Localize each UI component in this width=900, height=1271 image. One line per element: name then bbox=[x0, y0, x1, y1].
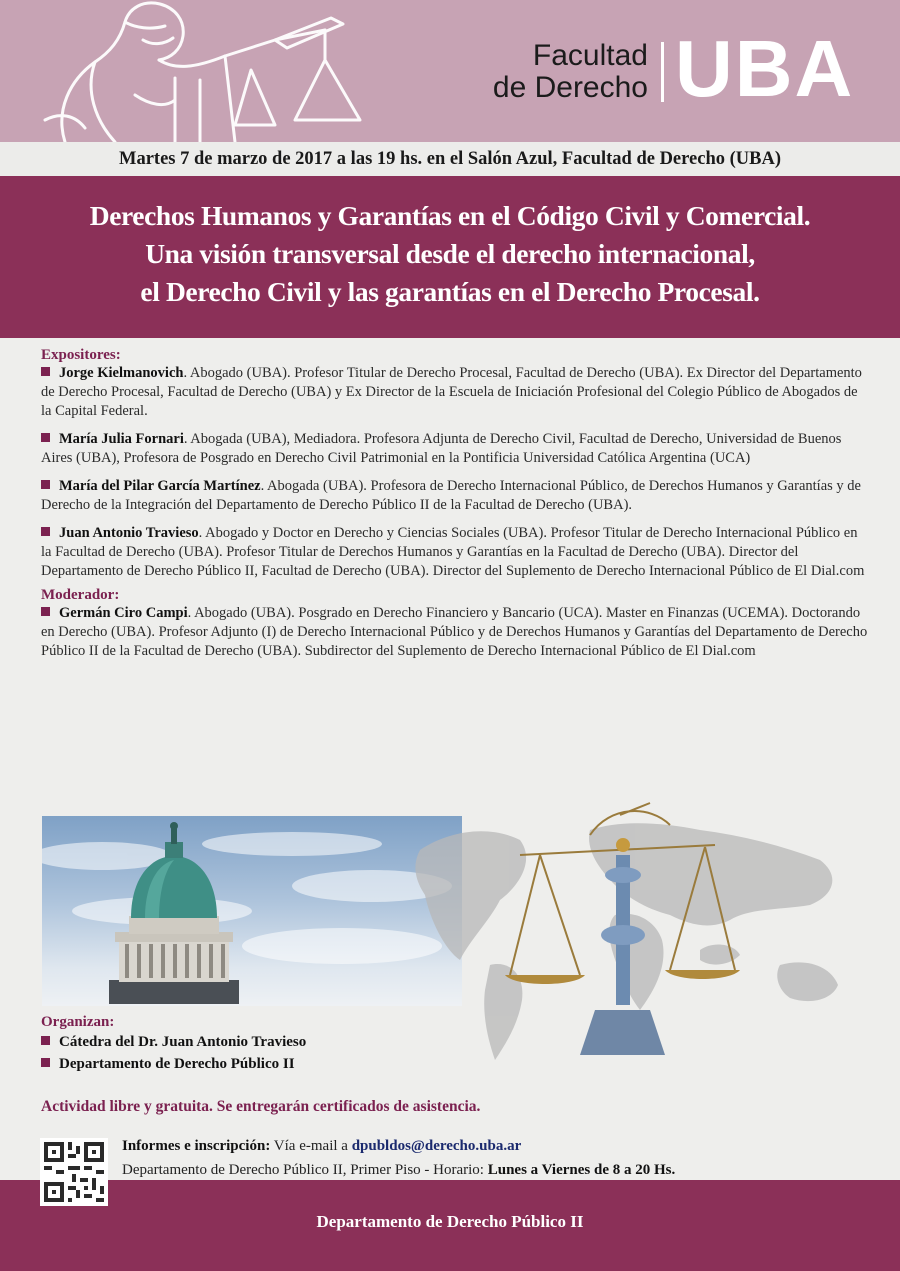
speaker-item bbox=[41, 430, 871, 468]
speakers-heading: Expositores: bbox=[41, 347, 121, 363]
moderator-item bbox=[41, 604, 871, 661]
header bbox=[0, 0, 900, 142]
organizer-name: Cátedra del Dr. Juan Antonio Travieso bbox=[59, 1034, 307, 1050]
bullet-square-icon bbox=[41, 433, 50, 442]
organizer-item bbox=[41, 1053, 306, 1075]
faculty-line-1: Facultad bbox=[532, 39, 648, 72]
event-date: Martes 7 de marzo de 2017 a las 19 hs. en el Salón Azul, Facultad de Derecho (UBA) bbox=[0, 142, 900, 176]
faculty-line-2: de Derecho bbox=[492, 71, 648, 104]
bullet-square-icon bbox=[41, 367, 50, 376]
free-activity-note: Actividad libre y gratuita. Se entregarán certificados de asistencia. bbox=[41, 1098, 481, 1115]
title-line-2: Una visión transversal desde el derecho internacional, bbox=[145, 238, 755, 269]
speaker-item bbox=[41, 524, 871, 581]
bullet-square-icon bbox=[41, 480, 50, 489]
moderator-heading: Moderador: bbox=[41, 587, 120, 603]
bullet-square-icon bbox=[41, 1036, 50, 1045]
speaker-name: María del Pilar García Martínez bbox=[59, 478, 261, 494]
faculty-name bbox=[458, 40, 648, 104]
speaker-bio: . Abogado (UBA). Profesor Titular de Derecho Procesal, Facultad de Derecho (UBA). Ex Director del Departamento de Derecho Procesal, Facultad de Derecho (UBA) y Ex Director de la Escuela de Iniciación Profesional del Colegio Público de Abogados de la Capital Federal. bbox=[41, 365, 862, 419]
info-location: Departamento de Derecho Público II, Primer Piso - Horario: bbox=[122, 1162, 488, 1178]
organizers-section bbox=[41, 1013, 306, 1075]
speaker-bio: . Abogado y Doctor en Derecho y Ciencias Sociales (UBA). Profesor Titular de Derecho Internacional Público en la Facultad de Derecho (UBA). Profesor Titular de Derechos Humanos y Garantías en la Facultad de Derecho (UBA). Director del Departamento de Derecho Público II, Facultad de Derecho (UBA). Director del Suplemento de Derecho Internacional Público de El Dial.com bbox=[41, 525, 865, 579]
moderator-name: Germán Ciro Campi bbox=[59, 605, 188, 621]
info-line-2 bbox=[122, 1158, 675, 1182]
speaker-bio: . Abogada (UBA), Mediadora. Profesora Adjunta de Derecho Civil, Facultad de Derecho, Universidad de Buenos Aires (UBA), Profesora de Posgrado en Derecho Civil Patrimonial en la Pontificia Universidad Católica Argentina (UCA) bbox=[41, 431, 842, 466]
title-line-1: Derechos Humanos y Garantías en el Código Civil y Comercial. bbox=[89, 200, 811, 231]
info-section bbox=[122, 1134, 675, 1182]
bullet-square-icon bbox=[41, 527, 50, 536]
bullet-square-icon bbox=[41, 1058, 50, 1067]
speaker-item bbox=[41, 477, 871, 515]
speaker-name: Juan Antonio Travieso bbox=[59, 525, 199, 541]
speaker-item bbox=[41, 364, 871, 421]
uba-logo-text: UBA bbox=[675, 24, 855, 113]
organizer-item bbox=[41, 1031, 306, 1053]
footer-text: Departamento de Derecho Público II bbox=[316, 1212, 584, 1231]
bullet-square-icon bbox=[41, 607, 50, 616]
speakers-section bbox=[41, 346, 871, 670]
lady-justice-line-art-icon bbox=[25, 0, 395, 142]
email-link[interactable]: dpubldos@derecho.uba.ar bbox=[351, 1138, 522, 1154]
speaker-bio: . Abogada (UBA). Profesora de Derecho Internacional Público, de Derechos Humanos y Garantías y de Derecho de la Integración del Departamento de Derecho Público II de la Facultad de Derecho (UBA). bbox=[41, 478, 861, 513]
title-band bbox=[0, 176, 900, 338]
info-line-1 bbox=[122, 1134, 675, 1158]
qr-code-icon[interactable] bbox=[40, 1138, 108, 1206]
congress-dome-icon bbox=[105, 820, 245, 1010]
info-via: Vía e-mail a bbox=[270, 1138, 352, 1154]
info-hours: Lunes a Viernes de 8 a 20 Hs. bbox=[487, 1162, 676, 1178]
scales-of-justice-icon bbox=[500, 795, 740, 1065]
organizer-name: Departamento de Derecho Público II bbox=[59, 1056, 295, 1072]
moderator-bio: . Abogado (UBA). Posgrado en Derecho Financiero y Bancario (UCA). Master en Finanzas (UCEMA). Doctorando en Derecho (UBA). Profesor Adjunto (I) de Derecho Internacional Público y de Derechos Humanos y Garantías del Departamento de Derecho Público II de la Facultad de Derecho (UBA). Subdirector del Suplemento de Derecho Internacional Público de El Dial.com bbox=[41, 605, 868, 659]
organizers-heading: Organizan: bbox=[41, 1014, 115, 1030]
speaker-name: María Julia Fornari bbox=[59, 431, 184, 447]
header-divider bbox=[661, 42, 664, 102]
info-label: Informes e inscripción: bbox=[122, 1138, 271, 1154]
speaker-name: Jorge Kielmanovich bbox=[59, 365, 184, 381]
title-line-3: el Derecho Civil y las garantías en el Derecho Procesal. bbox=[140, 276, 760, 307]
